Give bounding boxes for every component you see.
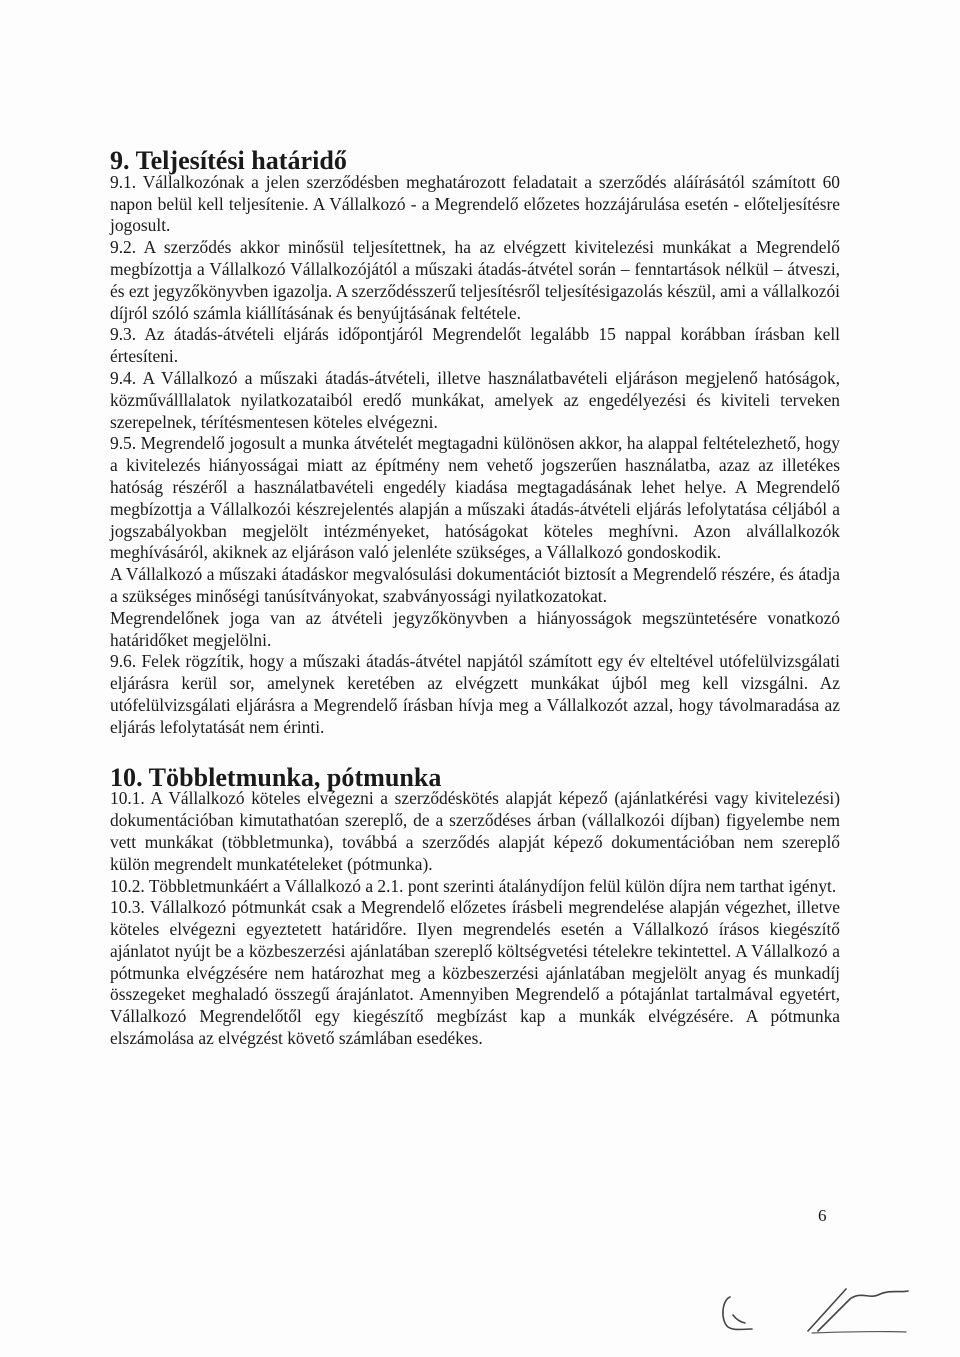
page-number: 6 — [818, 1206, 827, 1225]
paragraph-9-4: 9.4. A Vállalkozó a műszaki átadás-átvételi, illetve használatbavételi eljáráson megjelenő hatóságok, közműválllalatok nyilatkozataiból eredő munkákat, amelyek az engedélyezési és kiviteli terveken szerepelnek, térítésmentesen köteles elvégezni. — [110, 367, 840, 432]
initials-signature — [700, 1275, 920, 1335]
section-10-heading: 10. Többletmunka, pótmunka — [110, 762, 442, 792]
paragraph-9-1: 9.1. Vállalkozónak a jelen szerződésben meghatározott feladatait a szerződés aláírásától számított 60 napon belül kell teljesítenie. A Vállalkozó - a Megrendelő előzetes hozzájárulása esetén - előteljesítésre jogosult. — [110, 171, 840, 236]
document-body — [110, 146, 840, 1050]
paragraph-10-3: 10.3. Vállalkozó pótmunkát csak a Megrendelő előzetes írásbeli megrendelése alapján végezhet, illetve köteles elvégezni egyeztetett határidőre. Ilyen megrendelés esetén a Vállalkozó írásos kiegészítő ajánlatot nyújt be a közbeszerzési ajánlatában szereplő költségvetési tételekre tekintettel. A Vállalkozó a pótmunka elvégzésére nem határozhat meg a közbeszerzési ajánlatában megjelölt anyag és munkadíj összegeket meghaladó összegű árajánlatot. Amennyiben Megrendelő a pótajánlat tartalmával egyetért, Vállalkozó Megrendelőtől egy kiegészítő megbízást kap a munkák elvégzésére. A pótmunka elszámolása az elvégzést követő számlában esedékes. — [110, 897, 840, 1049]
paragraph-9-2: 9.2. A szerződés akkor minősül teljesítettnek, ha az elvégzett kivitelezési munkákat a Megrendelő megbízottja a Vállalkozó Vállalkozójától a műszaki átadás-átvétel során – fenntartások nélkül – átveszi, és ezt jegyzőkönyvben igazolja. A szerződésszerű teljesítésről teljesítésigazolás készül, ami a vállalkozói díjról szóló számla kiállításának és benyújtásának feltétele. — [110, 237, 840, 323]
paragraph-10-2: 10.2. Többletmunkáért a Vállalkozó a 2.1. pont szerinti átalánydíjon felül külön díjra nem tarthat igényt. — [110, 875, 837, 896]
paragraph-9-3: 9.3. Az átadás-átvételi eljárás időpontjáról Megrendelőt legalább 15 nappal korábban írásban kell értesíteni. — [110, 324, 840, 367]
paragraph-9-5: 9.5. Megrendelő jogosult a munka átvételét megtagadni különösen akkor, ha alappal feltételezhető, hogy a kivitelezés hiányosságai miatt az építmény nem vehető jogszerűen használatba, azaz az illetékes hatóság részéről a használatbavételi engedély kiadása megtagadásának lehet helye. A Megrendelő megbízottja a Vállalkozói készrejelentés alapján a műszaki átadás-átvételi eljárás lefolytatása céljából a jogszabályokban megjelölt intézményeket, hatóságokat köteles meghívni. Azon alvállalkozók meghívásáról, akiknek az eljáráson való jelenléte szükséges, a Vállalkozó gondoskodik. — [110, 433, 840, 563]
paragraph-9-5-deadlines: Megrendelőnek joga van az átvételi jegyzőkönyvben a hiányosságok megszüntetésére vonatkozó határidőket megjelölni. — [110, 607, 840, 650]
paragraph-9-6: 9.6. Felek rögzítik, hogy a műszaki átadás-átvétel napjától számított egy év elteltével utófelülvizsgálati eljárásra kerül sor, amelynek keretében az elvégzett munkákat újból meg kell vizsgálni. Az utófelülvizsgálati eljárásra a Megrendelő írásban hívja meg a Vállalkozót azzal, hogy távolmaradása az eljárás lefolytatását nem érinti. — [110, 651, 840, 737]
section-9-heading: 9. Teljesítési határidő — [110, 146, 347, 175]
paragraph-9-5-documentation: A Vállalkozó a műszaki átadáskor megvalósulási dokumentációt biztosít a Megrendelő részére, és átadja a szükséges minőségi tanúsítványokat, szabványossági nyilatkozatokat. — [110, 564, 840, 606]
paragraph-10-1: 10.1. A Vállalkozó köteles elvégezni a szerződéskötés alapját képező (ajánlatkérési vagy kivitelezési) dokumentációban kimutathatóan szereplő, de a szerződéses árban (vállalkozói díjban) figyelembe nem vett munkákat (többletmunka), továbbá a szerződés alapját képező dokumentációban nem szereplő külön megrendelt munkatételeket (pótmunka). — [110, 788, 840, 874]
